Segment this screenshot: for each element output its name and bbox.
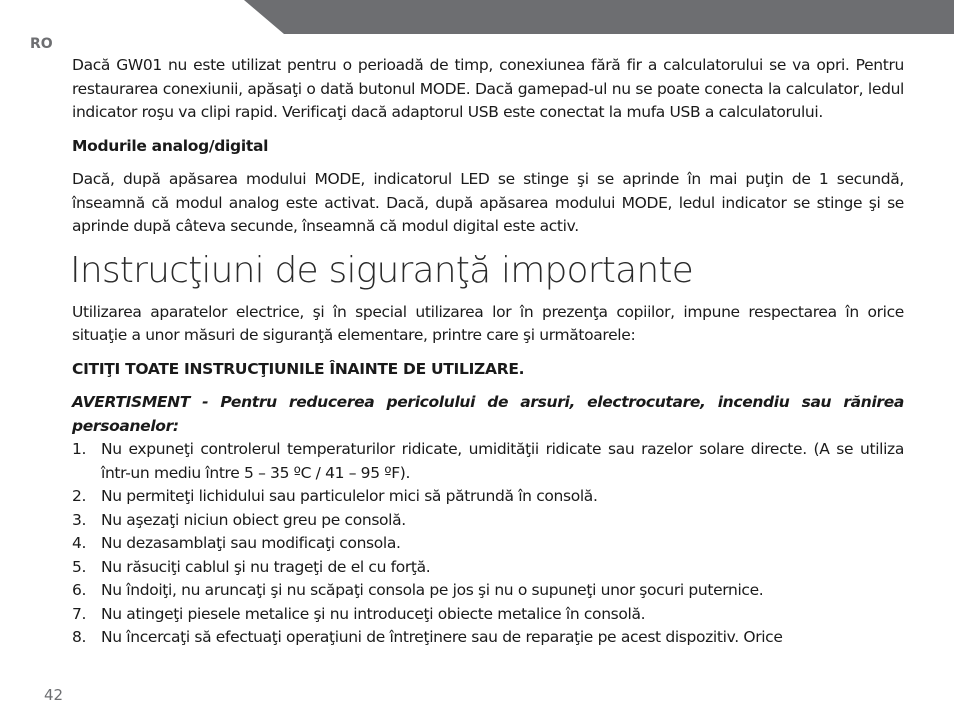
- intro-paragraph: Dacă GW01 nu este utilizat pentru o perioadă de timp, conexiunea fără fir a calculatorului se va opri. Pentru restaurarea conexiunii, apăsaţi o dată butonul MODE. Dacă gamepad-ul nu se poate conecta la calculator, ledul indicator roşu va clipi rapid. Verificaţi dacă adaptorul USB este conectat la mufa USB a calculatorului.: [72, 56, 904, 121]
- safety-title: Instrucţiuni de siguranţă importante: [70, 249, 694, 291]
- list-item: 8. Nu încercaţi să efectuaţi operaţiuni de întreţinere sau de reparaţie pe acest dispozitiv. Orice: [72, 628, 783, 646]
- language-tag: RO: [30, 36, 53, 52]
- header-band: [244, 0, 954, 34]
- list-item: 3. Nu aşezaţi niciun obiect greu pe consolă.: [72, 510, 406, 529]
- page-content: [72, 54, 904, 649]
- list-item: 6. Nu îndoiţi, nu aruncaţi şi nu scăpaţi consola pe jos şi nu o supuneţi unor şocuri puternice.: [72, 581, 764, 599]
- list-item: 4. Nu dezasamblaţi sau modificaţi consola.: [72, 534, 401, 552]
- read-instructions-notice: CITIŢI TOATE INSTRUCŢIUNILE ÎNAINTE DE UTILIZARE.: [72, 359, 525, 378]
- modes-heading: Modurile analog/digital: [72, 136, 269, 155]
- list-item: 1. Nu expuneţi controlerul temperaturilor ridicate, umidităţii ridicate sau razelor solare directe. (A se utiliza într-un mediu între 5 – 35 ºC / 41 – 95 ºF).: [72, 440, 904, 482]
- modes-paragraph: Dacă, după apăsarea modului MODE, indicatorul LED se stinge şi se aprinde în mai puţin de 1 secundă, înseamnă că modul analog este activat. Dacă, după apăsarea modului MODE, ledul indicator se stinge şi se aprinde după câteva secunde, înseamnă că modul digital este activ.: [72, 170, 904, 235]
- list-item: 2. Nu permiteţi lichidului sau particulelor mici să pătrundă în consolă.: [72, 487, 598, 505]
- safety-list: [72, 438, 904, 649]
- warning-text: AVERTISMENT - Pentru reducerea pericolului de arsuri, electrocutare, incendiu sau rănirea persoanelor:: [72, 393, 904, 435]
- safety-intro: Utilizarea aparatelor electrice, şi în special utilizarea lor în prezenţa copiilor, impune respectarea în orice situaţie a unor măsuri de siguranţă elementare, printre care şi următoarele:: [72, 302, 904, 344]
- list-item: 5. Nu răsuciţi cablul şi nu trageţi de el cu forţă.: [72, 557, 431, 576]
- list-item: 7. Nu atingeţi piesele metalice şi nu introduceţi obiecte metalice în consolă.: [72, 604, 646, 623]
- page-number: 42: [44, 686, 64, 704]
